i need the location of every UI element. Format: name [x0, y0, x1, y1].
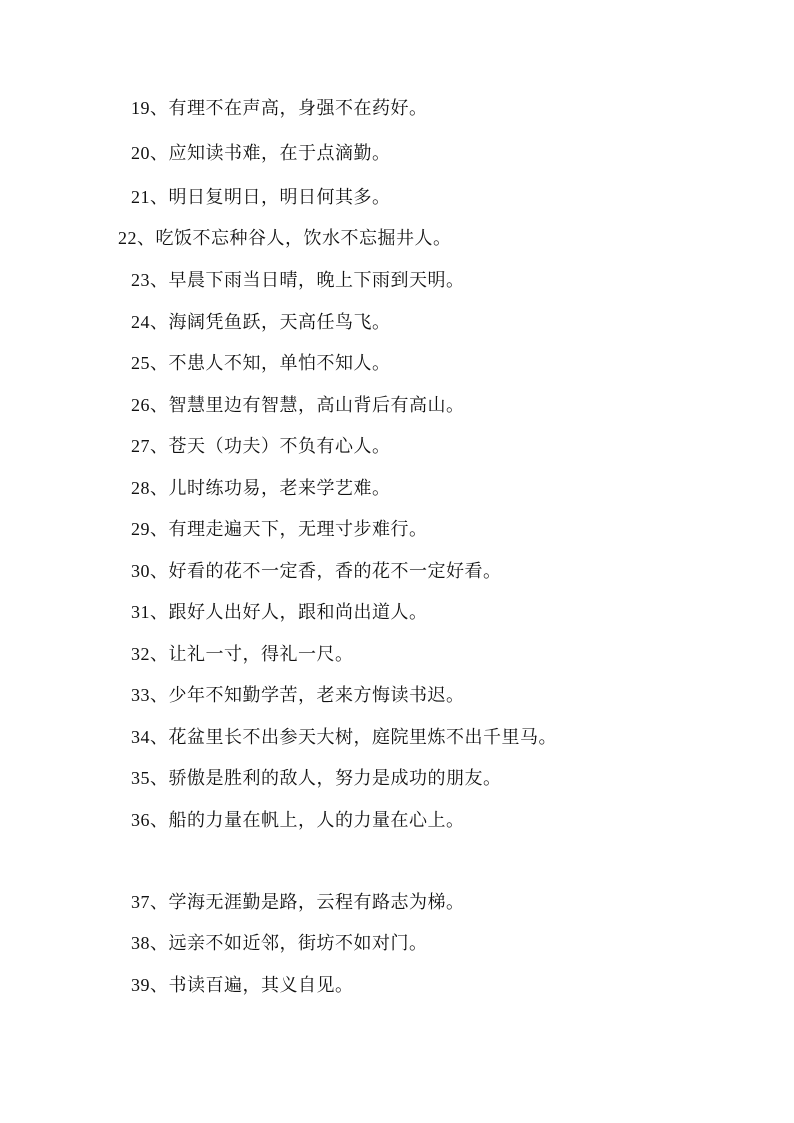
- proverb-text: 、有理走遍天下，无理寸步难行。: [150, 519, 428, 540]
- proverb-number: 35: [131, 768, 150, 788]
- proverb-line: [131, 393, 465, 418]
- proverb-text: 、明日复明日，明日何其多。: [150, 187, 391, 208]
- proverb-text: 、学海无涯勤是路，云程有路志为梯。: [150, 892, 465, 913]
- proverb-line: [131, 517, 428, 542]
- proverb-line: [131, 808, 465, 833]
- proverb-line: [131, 185, 391, 210]
- proverb-text: 、跟好人出好人，跟和尚出道人。: [150, 602, 428, 623]
- proverb-number: 36: [131, 810, 150, 830]
- proverb-text: 、远亲不如近邻，街坊不如对门。: [150, 933, 428, 954]
- proverb-text: 、不患人不知，单怕不知人。: [150, 353, 391, 374]
- proverb-text: 、花盆里长不出参天大树，庭院里炼不出千里马。: [150, 727, 557, 748]
- proverb-text: 、应知读书难，在于点滴勤。: [150, 143, 391, 164]
- proverb-number: 29: [131, 519, 150, 539]
- proverb-line: [131, 268, 465, 293]
- proverb-number: 21: [131, 187, 150, 207]
- proverb-line: [118, 226, 452, 251]
- proverb-line: [131, 931, 428, 956]
- proverb-line: [131, 600, 428, 625]
- proverb-number: 28: [131, 478, 150, 498]
- proverb-line: [131, 890, 465, 915]
- proverb-text: 、早晨下雨当日晴，晚上下雨到天明。: [150, 270, 465, 291]
- proverb-number: 22: [118, 228, 137, 248]
- proverb-text: 、苍天（功夫）不负有心人。: [150, 436, 391, 457]
- proverb-text: 、船的力量在帆上，人的力量在心上。: [150, 810, 465, 831]
- proverb-number: 30: [131, 561, 150, 581]
- proverb-line: [131, 351, 391, 376]
- proverb-number: 38: [131, 933, 150, 953]
- proverb-text: 、好看的花不一定香，香的花不一定好看。: [150, 561, 502, 582]
- proverb-number: 33: [131, 685, 150, 705]
- proverb-text: 、少年不知勤学苦，老来方悔读书迟。: [150, 685, 465, 706]
- proverb-text: 、让礼一寸，得礼一尺。: [150, 644, 354, 665]
- proverb-number: 34: [131, 727, 150, 747]
- proverb-number: 37: [131, 892, 150, 912]
- proverb-line: [131, 96, 428, 121]
- proverb-text: 、海阔凭鱼跃，天高任鸟飞。: [150, 312, 391, 333]
- proverb-line: [131, 683, 465, 708]
- proverb-line: [131, 766, 502, 791]
- proverb-line: [131, 642, 354, 667]
- proverb-number: 20: [131, 143, 150, 163]
- proverb-text: 、儿时练功易，老来学艺难。: [150, 478, 391, 499]
- proverb-text: 、吃饭不忘种谷人，饮水不忘掘井人。: [137, 228, 452, 249]
- proverb-number: 39: [131, 975, 150, 995]
- proverb-number: 27: [131, 436, 150, 456]
- proverb-text: 、骄傲是胜利的敌人，努力是成功的朋友。: [150, 768, 502, 789]
- proverb-number: 32: [131, 644, 150, 664]
- proverb-number: 24: [131, 312, 150, 332]
- proverb-line: [131, 310, 391, 335]
- proverb-number: 26: [131, 395, 150, 415]
- proverb-line: [131, 559, 502, 584]
- proverb-line: [131, 973, 354, 998]
- proverb-text: 、书读百遍，其义自见。: [150, 975, 354, 996]
- proverb-number: 19: [131, 98, 150, 118]
- proverb-text: 、智慧里边有智慧，高山背后有高山。: [150, 395, 465, 416]
- proverb-line: [131, 725, 557, 750]
- proverb-text: 、有理不在声高，身强不在药好。: [150, 98, 428, 119]
- proverb-number: 25: [131, 353, 150, 373]
- proverb-line: [131, 434, 391, 459]
- proverb-number: 31: [131, 602, 150, 622]
- proverb-line: [131, 141, 391, 166]
- proverb-line: [131, 476, 391, 501]
- proverb-number: 23: [131, 270, 150, 290]
